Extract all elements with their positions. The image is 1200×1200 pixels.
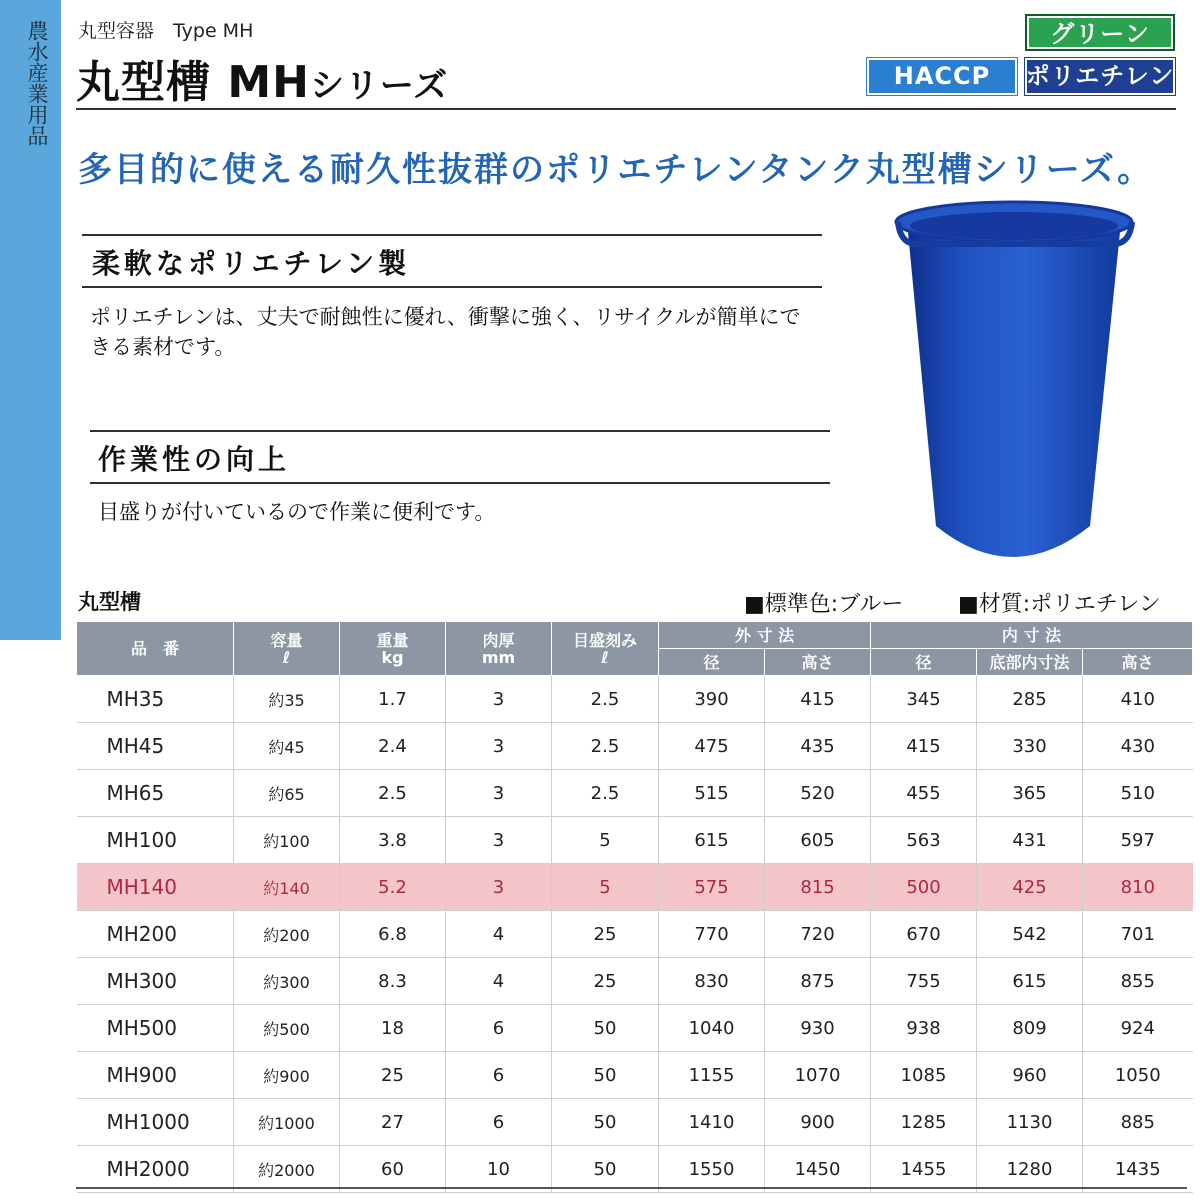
table-cell: 435 <box>765 723 871 770</box>
table-cell: 3.8 <box>340 817 446 864</box>
table-cell: 542 <box>977 911 1083 958</box>
table-cell: 6 <box>446 1052 552 1099</box>
header-thickness <box>446 622 552 676</box>
header-inner-bottom: 底部内寸法 <box>977 649 1083 676</box>
table-cell: 1455 <box>871 1146 977 1193</box>
table-row <box>77 1099 1193 1146</box>
table-cell: 720 <box>765 911 871 958</box>
table-cell: 770 <box>659 911 765 958</box>
table-cell: 4 <box>446 911 552 958</box>
table-cell: 575 <box>659 864 765 911</box>
table-cell: 615 <box>659 817 765 864</box>
table-cell: 597 <box>1083 817 1193 864</box>
page-title <box>76 46 448 110</box>
table-cell: 3 <box>446 770 552 817</box>
table-cell: 1550 <box>659 1146 765 1193</box>
table-cell: 1130 <box>977 1099 1083 1146</box>
table-cell-model: MH65 <box>77 770 234 817</box>
catchphrase: 多目的に使える耐久性抜群のポリエチレンタンク丸型槽シリーズ。 <box>78 150 1154 190</box>
table-cell: 1040 <box>659 1005 765 1052</box>
table-cell: 50 <box>552 1099 659 1146</box>
table-cell: 1.7 <box>340 676 446 723</box>
feature-2-bottom-rule <box>90 482 830 484</box>
table-row <box>77 676 1193 723</box>
table-cell: 960 <box>977 1052 1083 1099</box>
table-cell-model: MH1000 <box>77 1099 234 1146</box>
table-cell-model: MH100 <box>77 817 234 864</box>
table-cell: 3 <box>446 676 552 723</box>
header-weight-label: 重量 <box>376 630 409 650</box>
table-cell: 701 <box>1083 911 1193 958</box>
table-cell: 815 <box>765 864 871 911</box>
table-cell: 4 <box>446 958 552 1005</box>
table-cell: 365 <box>977 770 1083 817</box>
table-cell: 約65 <box>234 770 340 817</box>
table-cell: 605 <box>765 817 871 864</box>
table-row <box>77 723 1193 770</box>
table-cell: 415 <box>765 676 871 723</box>
feature-1-heading: 柔軟なポリエチレン製 <box>92 247 411 280</box>
header-outer: 外 寸 法 <box>659 622 871 649</box>
page-title-main: 丸型槽 MH <box>76 57 310 108</box>
green-badge: グリーン <box>1025 14 1175 51</box>
table-cell: 6 <box>446 1099 552 1146</box>
table-cell: 3 <box>446 723 552 770</box>
spec-table-body <box>77 676 1193 1193</box>
table-cell: 285 <box>977 676 1083 723</box>
table-cell: 455 <box>871 770 977 817</box>
table-cell: 410 <box>1083 676 1193 723</box>
table-cell: 27 <box>340 1099 446 1146</box>
material-note: ■材質:ポリエチレン <box>958 592 1161 617</box>
table-cell: 1085 <box>871 1052 977 1099</box>
header-scale <box>552 622 659 676</box>
table-cell-model: MH35 <box>77 676 234 723</box>
table-cell: 約45 <box>234 723 340 770</box>
table-cell: 約2000 <box>234 1146 340 1193</box>
table-bottom-rule <box>76 1187 1187 1189</box>
table-cell: 1435 <box>1083 1146 1193 1193</box>
table-cell: 約500 <box>234 1005 340 1052</box>
table-row <box>77 864 1193 911</box>
page-title-suffix: シリーズ <box>309 66 449 106</box>
table-cell: 約140 <box>234 864 340 911</box>
table-cell: 900 <box>765 1099 871 1146</box>
table-cell: 50 <box>552 1052 659 1099</box>
table-cell: 1410 <box>659 1099 765 1146</box>
table-cell: 2.5 <box>552 770 659 817</box>
table-cell: 約900 <box>234 1052 340 1099</box>
table-cell: 563 <box>871 817 977 864</box>
table-cell-model: MH2000 <box>77 1146 234 1193</box>
table-cell: 50 <box>552 1146 659 1193</box>
header-capacity-label: 容量 <box>270 630 303 650</box>
table-cell: 885 <box>1083 1099 1193 1146</box>
table-cell: 2.5 <box>552 676 659 723</box>
table-cell: 938 <box>871 1005 977 1052</box>
table-row <box>77 770 1193 817</box>
table-cell: 755 <box>871 958 977 1005</box>
header-capacity-unit: ℓ <box>282 647 291 667</box>
table-cell: 670 <box>871 911 977 958</box>
table-cell: 5.2 <box>340 864 446 911</box>
table-cell: 431 <box>977 817 1083 864</box>
feature-1-text <box>90 302 801 362</box>
table-cell: 25 <box>552 911 659 958</box>
table-cell: 924 <box>1083 1005 1193 1052</box>
table-cell: 415 <box>871 723 977 770</box>
table-row <box>77 817 1193 864</box>
table-cell: 約200 <box>234 911 340 958</box>
table-row <box>77 1005 1193 1052</box>
table-cell: 10 <box>446 1146 552 1193</box>
header-scale-label: 目盛刻み <box>572 630 637 650</box>
table-cell: 約100 <box>234 817 340 864</box>
header-capacity <box>234 622 340 676</box>
sidebar-category-label: 農水産業用品 <box>25 20 49 146</box>
standard-color: ■標準色:ブルー <box>744 592 904 617</box>
header-weight <box>340 622 446 676</box>
material-badge: ポリエチレン <box>1025 58 1175 95</box>
table-cell: 1280 <box>977 1146 1083 1193</box>
table-cell: 約1000 <box>234 1099 340 1146</box>
feature-2-top-rule <box>90 430 830 432</box>
table-cell-model: MH900 <box>77 1052 234 1099</box>
table-cell: 6.8 <box>340 911 446 958</box>
table-cell: 1050 <box>1083 1052 1193 1099</box>
header-scale-unit: ℓ <box>601 647 609 667</box>
table-cell: 500 <box>871 864 977 911</box>
table-row <box>77 1146 1193 1193</box>
table-cell: 330 <box>977 723 1083 770</box>
table-cell: 520 <box>765 770 871 817</box>
table-cell: 3 <box>446 864 552 911</box>
feature-1-text-line: きる素材です。 <box>90 335 236 359</box>
table-cell: 430 <box>1083 723 1193 770</box>
haccp-badge: HACCP <box>867 58 1017 95</box>
table-cell: 6 <box>446 1005 552 1052</box>
header-outer-dia: 径 <box>659 649 765 676</box>
table-row <box>77 958 1193 1005</box>
blue-round-tank-image <box>890 196 1140 576</box>
table-cell: 2.5 <box>552 723 659 770</box>
feature-2-text: 目盛りが付いているので作業に便利です。 <box>98 500 496 524</box>
header-model: 品 番 <box>77 622 234 676</box>
header-inner-height: 高さ <box>1083 649 1193 676</box>
table-label: 丸型槽 <box>78 590 141 614</box>
table-cell: 810 <box>1083 864 1193 911</box>
table-row <box>77 911 1193 958</box>
table-cell: 615 <box>977 958 1083 1005</box>
table-cell: 345 <box>871 676 977 723</box>
table-cell: 2.5 <box>340 770 446 817</box>
header-outer-height: 高さ <box>765 649 871 676</box>
table-cell: 約300 <box>234 958 340 1005</box>
table-cell: 930 <box>765 1005 871 1052</box>
table-cell: 25 <box>340 1052 446 1099</box>
table-cell: 390 <box>659 676 765 723</box>
header-inner-dia: 径 <box>871 649 977 676</box>
table-cell: 約35 <box>234 676 340 723</box>
table-cell: 809 <box>977 1005 1083 1052</box>
table-cell: 50 <box>552 1005 659 1052</box>
table-cell: 5 <box>552 864 659 911</box>
table-cell: 510 <box>1083 770 1193 817</box>
table-cell: 1070 <box>765 1052 871 1099</box>
table-cell: 830 <box>659 958 765 1005</box>
table-cell-model: MH200 <box>77 911 234 958</box>
table-cell-model: MH140 <box>77 864 234 911</box>
table-cell: 25 <box>552 958 659 1005</box>
table-cell: 5 <box>552 817 659 864</box>
table-cell: 1155 <box>659 1052 765 1099</box>
table-cell: 3 <box>446 817 552 864</box>
table-cell: 855 <box>1083 958 1193 1005</box>
header-kicker: 丸型容器 Type MH <box>78 20 254 42</box>
table-cell: 60 <box>340 1146 446 1193</box>
table-cell: 2.4 <box>340 723 446 770</box>
feature-1-top-rule <box>82 234 822 236</box>
table-cell-model: MH300 <box>77 958 234 1005</box>
feature-1-text-line: ポリエチレンは、丈夫で耐蝕性に優れ、衝撃に強く、リサイクルが簡単にで <box>90 305 801 329</box>
table-cell: 475 <box>659 723 765 770</box>
sidebar-category-tab <box>0 0 61 640</box>
title-divider <box>76 108 1176 110</box>
table-cell: 1450 <box>765 1146 871 1193</box>
table-row <box>77 1052 1193 1099</box>
table-cell: 875 <box>765 958 871 1005</box>
feature-1-bottom-rule <box>82 286 822 288</box>
table-cell-model: MH500 <box>77 1005 234 1052</box>
header-thickness-label: 肉厚 <box>482 630 515 650</box>
feature-2-heading: 作業性の向上 <box>98 443 291 476</box>
header-weight-unit: kg <box>381 647 404 667</box>
table-cell: 515 <box>659 770 765 817</box>
header-inner: 内 寸 法 <box>871 622 1193 649</box>
table-cell: 425 <box>977 864 1083 911</box>
table-cell: 18 <box>340 1005 446 1052</box>
table-cell: 8.3 <box>340 958 446 1005</box>
table-cell-model: MH45 <box>77 723 234 770</box>
spec-table <box>76 621 1193 1193</box>
header-thickness-unit: mm <box>481 647 516 667</box>
table-cell: 1285 <box>871 1099 977 1146</box>
